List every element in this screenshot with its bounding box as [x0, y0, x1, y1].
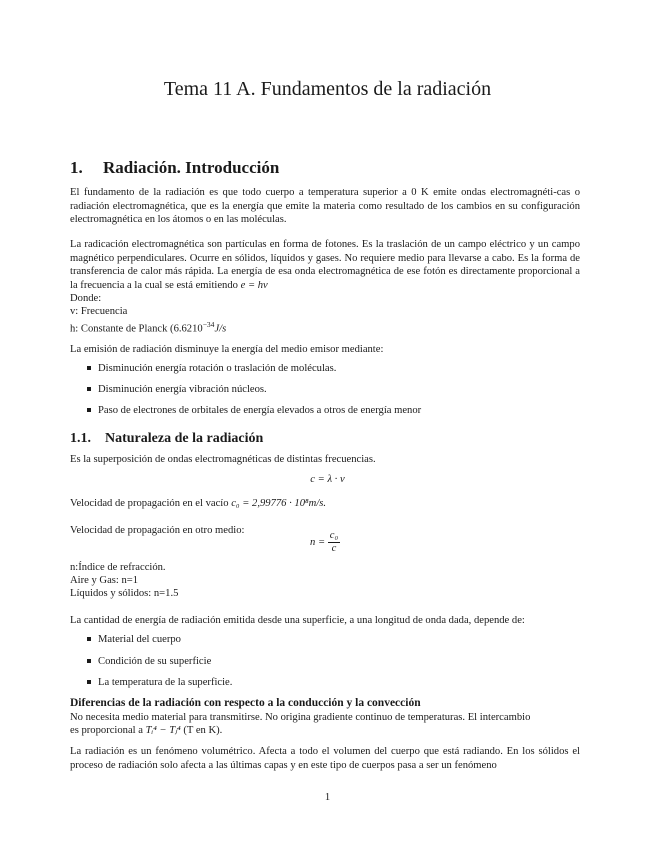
paragraph-text: La radicación electromagnética son partículas en forma de fotones. Es la traslación de un campo eléctrico y un campo magnético perpendiculares. Ocurre en sólidos, líquidos y gases. No requiere medio para llevarse a cabo. Es la forma de transferencia de calor más rápida. La energía de esa onda electromagnética de ese fotón es directamente proporcional a la frecuencia a la cual se está emitiendo: [70, 239, 580, 291]
energy-formula: e = hv: [240, 279, 268, 291]
differences-heading: Diferencias de la radiación con respecto a la conducción y la convección: [70, 697, 421, 709]
differences-line-1: No necesita medio material para transmitirse. No origina gradiente continuo de temperaturas. El intercambio: [70, 712, 531, 723]
donde-label: Donde:: [70, 293, 102, 304]
bullet-icon: [87, 366, 91, 370]
paragraph-radiacion-em: [70, 238, 580, 292]
energy-depends-text: La cantidad de energía de radiación emitida desde una superficie, a una longitud de onda dada, depende de:: [70, 615, 525, 626]
bullet-icon: [87, 659, 91, 663]
medium-velocity: Velocidad de propagación en otro medio:: [70, 525, 245, 536]
planck-unit: J/s: [214, 323, 227, 335]
vacuum-velocity: Velocidad de propagación en el vacío c₀ = 2,99776 · 10⁸m/s.: [70, 498, 327, 509]
page-number: 1: [324, 792, 331, 803]
vacuum-velocity-formula: c₀ = 2,99776 · 10⁸m/s.: [231, 498, 327, 509]
wave-equation: c = λ · ν: [310, 474, 345, 485]
document-title: Tema 11 A. Fundamentos de la radiación: [163, 78, 492, 100]
temperature-formula: Tᵢ⁴ − Tⱼ⁴: [145, 725, 181, 736]
bullet-icon: [87, 637, 91, 641]
fraction-denominator: c: [331, 543, 337, 554]
superposition-text: Es la superposición de ondas electromagnéticas de distintas frecuencias.: [70, 454, 376, 465]
fraction: [328, 530, 340, 555]
section-1-1-heading: [70, 431, 263, 447]
liquid-solid-index: Líquidos y sólidos: n=1.5: [70, 588, 179, 599]
planck-definition: [70, 318, 226, 336]
bullet-icon: [87, 387, 91, 391]
list-item: Disminución energía rotación o traslación de moléculas.: [87, 362, 336, 376]
section-number: 1.: [70, 158, 83, 177]
refraction-equation: [310, 530, 340, 555]
frequency-definition: v: Frecuencia: [70, 306, 128, 317]
paragraph-volumetric: La radiación es un fenómeno volumétrico. Afecta a todo el volumen del cuerpo que está radiando. En los sólidos el proceso de radiación solo afecta a las últimas capas y en este tipo de cuerpos pasa a ser un fenómeno: [70, 746, 580, 771]
section-title: Radiación. Introducción: [103, 158, 280, 177]
list-item: La temperatura de la superficie.: [87, 676, 232, 690]
paragraph-fundamento: El fundamento de la radiación es que todo cuerpo a temperatura superior a 0 K emite ondas electromagnéti-cas o radiación electromagnética, que es la energía que emite la materia como resultado de los cambios en su configuración electromagnética en los átomos o en las moléculas.: [70, 187, 580, 225]
bullet-icon: [87, 408, 91, 412]
equation-lhs: n =: [310, 536, 326, 548]
emission-intro: La emisión de radiación disminuye la energía del medio emisor mediante:: [70, 344, 384, 355]
planck-prefix: h: Constante de Planck (6.6210: [70, 323, 203, 335]
list-item: Condición de su superficie: [87, 655, 211, 669]
differences-line-2: es proporcional a Tᵢ⁴ − Tⱼ⁴ (T en K).: [70, 725, 223, 736]
list-item: Material del cuerpo: [87, 633, 181, 647]
fraction-numerator: c₀: [329, 530, 339, 541]
bullet-icon: [87, 680, 91, 684]
section-number: 1.1.: [70, 431, 91, 446]
list-item: Paso de electrones de orbitales de energía elevados a otros de energía menor: [87, 404, 421, 418]
air-gas-index: Aire y Gas: n=1: [70, 575, 139, 586]
list-item: Disminución energía vibración núcleos.: [87, 383, 267, 397]
section-title: Naturaleza de la radiación: [105, 431, 264, 446]
planck-exponent: −34: [202, 320, 215, 329]
refraction-index-definition: n:Índice de refracción.: [70, 562, 166, 573]
section-1-heading: [70, 158, 279, 178]
